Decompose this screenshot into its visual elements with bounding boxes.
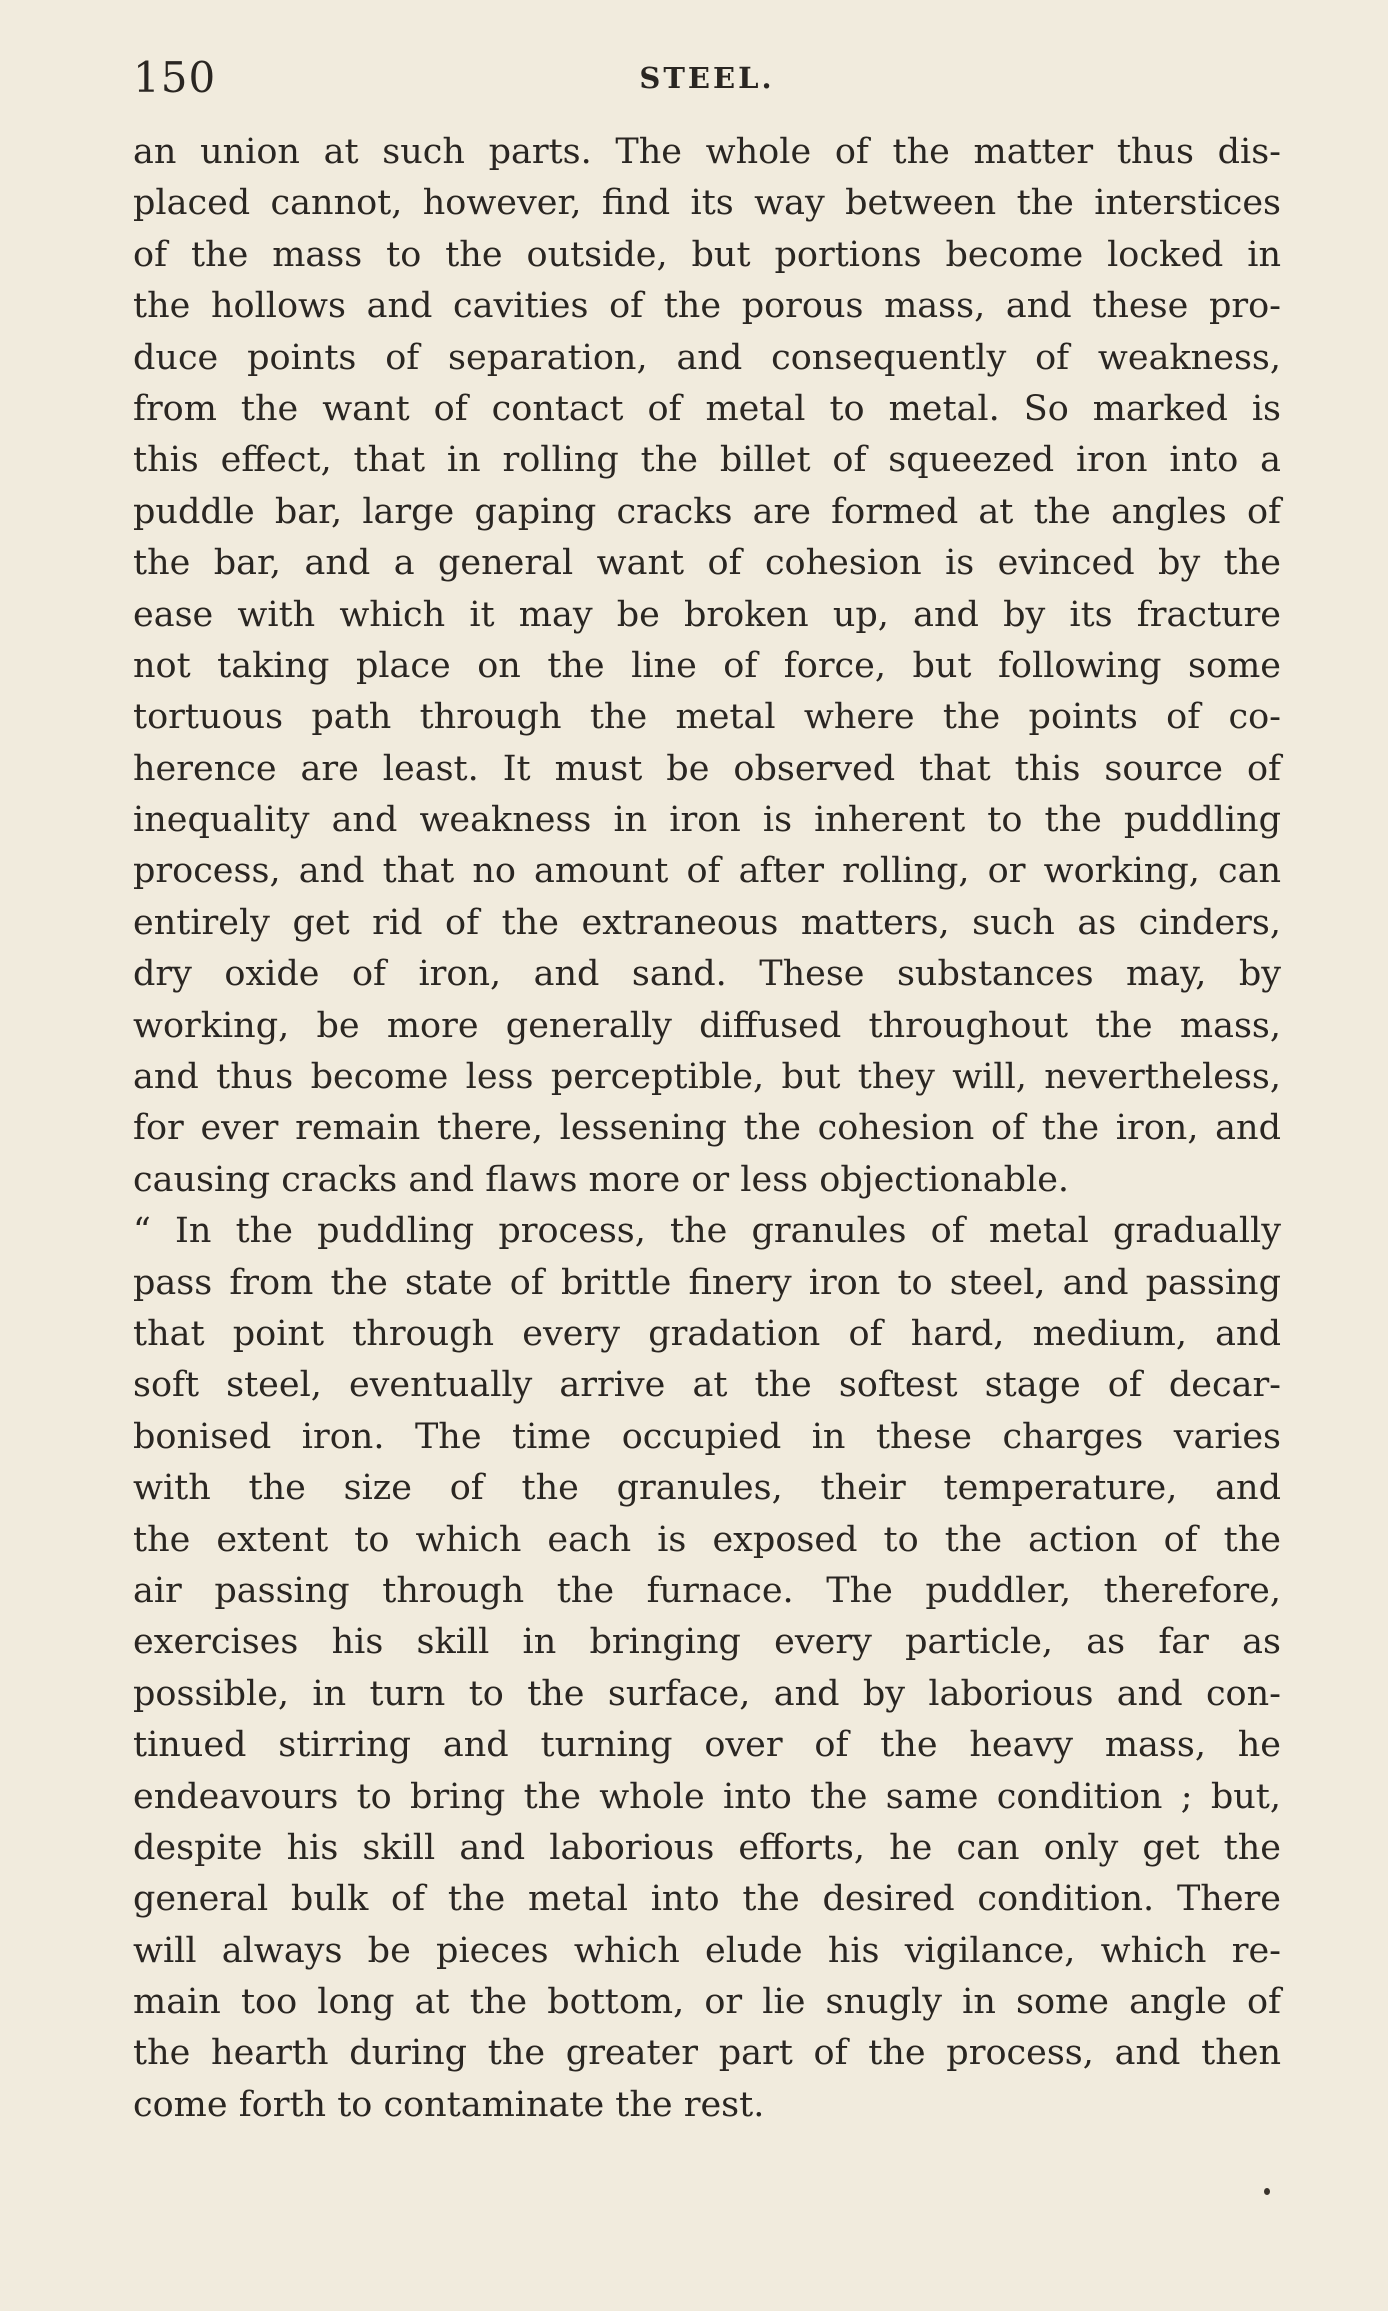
text-line: working, be more generally diffused throughout the mass, <box>133 1005 1281 1046</box>
text-line: this effect, that in rolling the billet of squeezed iron into a <box>133 440 1281 481</box>
text-line: herence are least. It must be observed that this source of <box>133 748 1281 789</box>
text-line: the hearth during the greater part of the process, and then <box>133 2033 1281 2074</box>
text-line: the hollows and cavities of the porous mass, and these pro- <box>133 286 1281 327</box>
text-line: ease with which it may be broken up, and by its fracture <box>133 594 1281 635</box>
text-line: will always be pieces which elude his vigilance, which re- <box>133 1930 1281 1971</box>
text-line: general bulk of the metal into the desired condition. There <box>133 1879 1281 1920</box>
running-title: STEEL. <box>639 61 775 95</box>
text-line: soft steel, eventually arrive at the softest stage of decar- <box>133 1365 1281 1406</box>
text-line: and thus become less perceptible, but they will, nevertheless, <box>133 1057 1281 1098</box>
text-line: possible, in turn to the surface, and by laborious and con- <box>133 1673 1281 1714</box>
text-line: despite his skill and laborious efforts, he can only get the <box>133 1827 1281 1868</box>
text-line: process, and that no amount of after rolling, or working, can <box>133 851 1281 892</box>
paragraph-end-line: come forth to contaminate the rest. <box>133 2084 765 2125</box>
text-line: inequality and weakness in iron is inherent to the puddling <box>133 800 1281 841</box>
body-text <box>133 127 1281 2131</box>
text-line: bonised iron. The time occupied in these charges varies <box>133 1416 1281 1457</box>
text-line: the extent to which each is exposed to the action of the <box>133 1519 1281 1560</box>
paragraph-start-line: “ In the puddling process, the granules of metal gradually <box>133 1211 1281 1252</box>
paragraph-end-line: causing cracks and flaws more or less objectionable. <box>133 1159 1070 1200</box>
text-line: for ever remain there, lessening the cohesion of the iron, and <box>133 1108 1281 1149</box>
text-line: placed cannot, however, find its way between the interstices <box>133 183 1281 224</box>
text-line: the bar, and a general want of cohesion is evinced by the <box>133 543 1281 584</box>
text-line: exercises his skill in bringing every particle, as far as <box>133 1622 1281 1663</box>
text-line: that point through every gradation of hard, medium, and <box>133 1313 1281 1354</box>
text-line: endeavours to bring the whole into the same condition ; but, <box>133 1776 1281 1817</box>
text-line: entirely get rid of the extraneous matters, such as cinders, <box>133 902 1281 943</box>
ink-speck <box>1264 2188 1270 2195</box>
text-line: of the mass to the outside, but portions become locked in <box>133 234 1281 275</box>
text-line: from the want of contact of metal to metal. So marked is <box>133 388 1281 429</box>
text-line: tortuous path through the metal where the points of co- <box>133 697 1281 738</box>
text-line: puddle bar, large gaping cracks are formed at the angles of <box>133 491 1281 532</box>
text-line: main too long at the bottom, or lie snugly in some angle of <box>133 1982 1281 2023</box>
page-number: 150 <box>133 53 217 102</box>
text-line: with the size of the granules, their temperature, and <box>133 1468 1281 1509</box>
text-line: tinued stirring and turning over of the heavy mass, he <box>133 1725 1281 1766</box>
text-line: dry oxide of iron, and sand. These substances may, by <box>133 954 1281 995</box>
text-line: air passing through the furnace. The puddler, therefore, <box>133 1570 1281 1611</box>
text-line: an union at such parts. The whole of the matter thus dis- <box>133 132 1281 172</box>
text-line: pass from the state of brittle finery iron to steel, and passing <box>133 1262 1281 1303</box>
text-line: duce points of separation, and consequently of weakness, <box>133 337 1281 378</box>
text-line: not taking place on the line of force, but following some <box>133 645 1281 686</box>
running-head <box>133 48 1281 108</box>
